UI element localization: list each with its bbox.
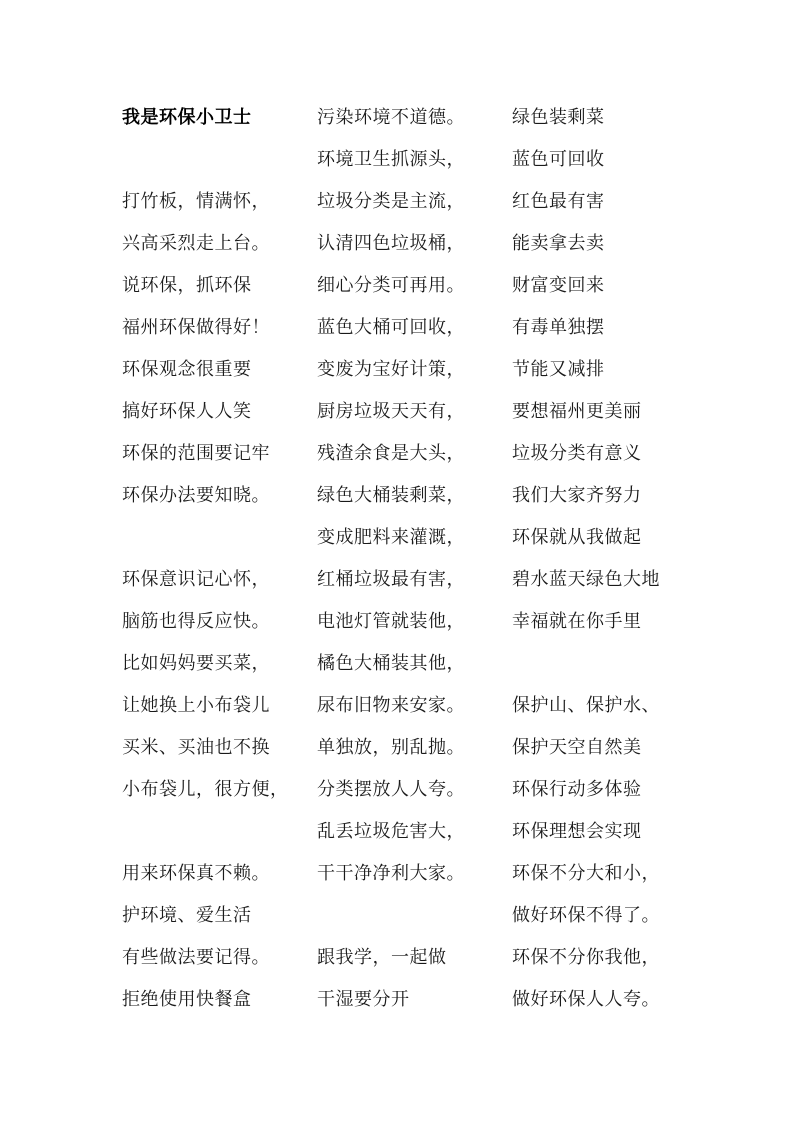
poem-line: 用来环保真不赖。 xyxy=(122,863,270,884)
poem-line: 垃圾分类是主流， xyxy=(317,191,465,212)
poem-line: 能卖拿去卖 xyxy=(512,233,605,254)
poem-line xyxy=(512,650,707,692)
poem-line: 环保不分大和小， xyxy=(512,863,660,884)
poem-line: 厨房垃圾天天有， xyxy=(317,401,465,422)
poem-line: 买米、买油也不换 xyxy=(122,737,270,758)
poem-column-1 xyxy=(122,104,317,1028)
poem-line: 比如妈妈要买菜， xyxy=(122,653,270,674)
poem-line: 残渣余食是大头， xyxy=(317,443,465,464)
poem-line: 做好环保人人夸。 xyxy=(512,989,660,1010)
poem-line: 环保不分你我他， xyxy=(512,947,660,968)
poem-line: 我们大家齐努力 xyxy=(512,485,642,506)
poem-line: 让她换上小布袋儿 xyxy=(122,695,270,716)
poem-line: 福州环保做得好！ xyxy=(122,317,270,338)
poem-line: 碧水蓝天绿色大地 xyxy=(512,569,660,590)
poem-line: 干干净净利大家。 xyxy=(317,863,465,884)
poem-column-2 xyxy=(317,104,512,1028)
poem-line: 保护天空自然美 xyxy=(512,737,642,758)
poem-line: 垃圾分类有意义 xyxy=(512,443,642,464)
poem-title: 我是环保小卫士 xyxy=(122,107,252,128)
poem-line: 变成肥料来灌溉， xyxy=(317,527,465,548)
poem-line: 保护山、保护水、 xyxy=(512,695,660,716)
poem-line: 绿色大桶装剩菜， xyxy=(317,485,465,506)
poem-line: 电池灯管就装他， xyxy=(317,611,465,632)
poem-line: 要想福州更美丽 xyxy=(512,401,642,422)
poem-line: 幸福就在你手里 xyxy=(512,611,642,632)
poem-line: 环保行动多体验 xyxy=(512,779,642,800)
poem-line: 小布袋儿，很方便， xyxy=(122,779,289,800)
poem-line: 变废为宝好计策， xyxy=(317,359,465,380)
poem-line: 兴高采烈走上台。 xyxy=(122,233,270,254)
poem-line: 尿布旧物来安家。 xyxy=(317,695,465,716)
poem-line: 打竹板，情满怀， xyxy=(122,191,270,212)
poem-line: 环保的范围要记牢 xyxy=(122,443,270,464)
poem-line: 干湿要分开 xyxy=(317,989,410,1010)
poem-line: 环保就从我做起 xyxy=(512,527,642,548)
poem-line: 做好环保不得了。 xyxy=(512,905,660,926)
poem-line: 脑筋也得反应快。 xyxy=(122,611,270,632)
poem-line: 环保理想会实现 xyxy=(512,821,642,842)
poem-line: 有毒单独摆 xyxy=(512,317,605,338)
poem-line: 搞好环保人人笑 xyxy=(122,401,252,422)
poem-line: 单独放，别乱抛。 xyxy=(317,737,465,758)
poem-line: 细心分类可再用。 xyxy=(317,275,465,296)
poem-line: 拒绝使用快餐盒 xyxy=(122,989,252,1010)
poem-line: 蓝色大桶可回收， xyxy=(317,317,465,338)
poem-line: 财富变回来 xyxy=(512,275,605,296)
poem-line: 环保办法要知晓。 xyxy=(122,485,270,506)
poem-line: 护环境、爱生活 xyxy=(122,905,252,926)
poem-line: 认清四色垃圾桶， xyxy=(317,233,465,254)
poem-line: 说环保，抓环保 xyxy=(122,275,252,296)
poem-line: 红桶垃圾最有害， xyxy=(317,569,465,590)
poem-line: 有些做法要记得。 xyxy=(122,947,270,968)
poem-column-3 xyxy=(512,104,707,1028)
poem-line xyxy=(122,524,317,566)
poem-line: 绿色装剩菜 xyxy=(512,107,605,128)
poem-line xyxy=(122,818,317,860)
poem-line xyxy=(317,902,512,944)
poem-line xyxy=(122,146,317,188)
poem-line: 跟我学，一起做 xyxy=(317,947,447,968)
poem-line: 乱丢垃圾危害大， xyxy=(317,821,465,842)
poem-line: 污染环境不道德。 xyxy=(317,107,465,128)
poem-line: 环保观念很重要 xyxy=(122,359,252,380)
poem-line: 橘色大桶装其他， xyxy=(317,653,465,674)
poem-line: 红色最有害 xyxy=(512,191,605,212)
poem-line: 蓝色可回收 xyxy=(512,149,605,170)
poem-line: 节能又减排 xyxy=(512,359,605,380)
poem-line: 环保意识记心怀， xyxy=(122,569,270,590)
poem-line: 分类摆放人人夸。 xyxy=(317,779,465,800)
poem-line: 环境卫生抓源头， xyxy=(317,149,465,170)
